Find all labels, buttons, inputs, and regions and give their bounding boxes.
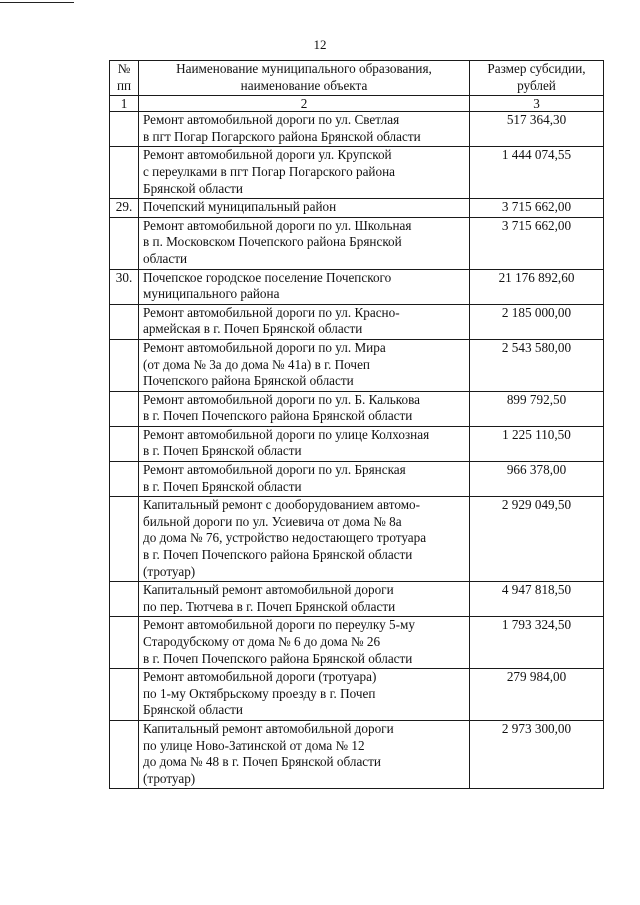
index-cell-3: 3 <box>470 96 604 112</box>
row-subsidy-amount: 4 947 818,50 <box>470 582 604 617</box>
row-subsidy-amount: 1 444 074,55 <box>470 147 604 199</box>
table-row <box>110 669 604 721</box>
row-object-name: Ремонт автомобильной дороги ул. Крупской с переулками в пгт Погар Погарского района Брянской области <box>139 147 470 199</box>
row-subsidy-amount: 2 929 049,50 <box>470 497 604 582</box>
table-row <box>110 304 604 339</box>
row-number <box>110 426 139 461</box>
table-row <box>110 426 604 461</box>
row-number: 30. <box>110 269 139 304</box>
row-subsidy-amount: 279 984,00 <box>470 669 604 721</box>
row-number <box>110 462 139 497</box>
row-object-name: Капитальный ремонт автомобильной дороги по пер. Тютчева в г. Почеп Брянской области <box>139 582 470 617</box>
row-number <box>110 339 139 391</box>
row-subsidy-amount: 1 225 110,50 <box>470 426 604 461</box>
table-row <box>110 462 604 497</box>
header-num: № пп <box>110 61 139 96</box>
row-subsidy-amount: 966 378,00 <box>470 462 604 497</box>
row-object-name: Почепское городское поселение Почепского муниципального района <box>139 269 470 304</box>
table-row <box>110 720 604 788</box>
row-object-name: Ремонт автомобильной дороги по ул. Брянская в г. Почеп Брянской области <box>139 462 470 497</box>
row-object-name: Капитальный ремонт с дооборудованием автомо- бильной дороги по ул. Усиевича от дома № 8а до дома № 76, устройство недостающего тротуара в г. Почеп Почепского района Брянской области (тротуар) <box>139 497 470 582</box>
table-row <box>110 617 604 669</box>
row-number <box>110 217 139 269</box>
row-object-name: Ремонт автомобильной дороги по ул. Б. Калькова в г. Почеп Почепского района Брянской области <box>139 391 470 426</box>
row-subsidy-amount: 3 715 662,00 <box>470 217 604 269</box>
row-object-name: Капитальный ремонт автомобильной дороги по улице Ново-Затинской от дома № 12 до дома № 48 в г. Почеп Брянской области (тротуар) <box>139 720 470 788</box>
table-row <box>110 391 604 426</box>
table-row <box>110 112 604 147</box>
index-cell-2: 2 <box>139 96 470 112</box>
row-subsidy-amount: 21 176 892,60 <box>470 269 604 304</box>
row-number <box>110 720 139 788</box>
row-number <box>110 147 139 199</box>
table-row <box>110 199 604 218</box>
row-object-name: Ремонт автомобильной дороги по улице Колхозная в г. Почеп Брянской области <box>139 426 470 461</box>
row-number <box>110 669 139 721</box>
header-sum: Размер субсидии, рублей <box>470 61 604 96</box>
row-object-name: Ремонт автомобильной дороги по ул. Красно- армейская в г. Почеп Брянской области <box>139 304 470 339</box>
row-number <box>110 391 139 426</box>
top-rule <box>0 2 74 3</box>
row-subsidy-amount: 2 973 300,00 <box>470 720 604 788</box>
row-subsidy-amount: 2 185 000,00 <box>470 304 604 339</box>
row-object-name: Ремонт автомобильной дороги по ул. Школьная в п. Московском Почепского района Брянской области <box>139 217 470 269</box>
table-row <box>110 147 604 199</box>
row-subsidy-amount: 3 715 662,00 <box>470 199 604 218</box>
table-row <box>110 497 604 582</box>
subsidy-table <box>109 60 604 789</box>
row-object-name: Почепский муниципальный район <box>139 199 470 218</box>
row-number <box>110 617 139 669</box>
row-number <box>110 304 139 339</box>
index-cell-1: 1 <box>110 96 139 112</box>
row-object-name: Ремонт автомобильной дороги (тротуара) по 1-му Октябрьскому проезду в г. Почеп Брянской области <box>139 669 470 721</box>
row-subsidy-amount: 899 792,50 <box>470 391 604 426</box>
header-name: Наименование муниципального образования, наименование объекта <box>139 61 470 96</box>
row-subsidy-amount: 1 793 324,50 <box>470 617 604 669</box>
row-subsidy-amount: 2 543 580,00 <box>470 339 604 391</box>
table-row <box>110 217 604 269</box>
row-number <box>110 112 139 147</box>
row-number: 29. <box>110 199 139 218</box>
row-subsidy-amount: 517 364,30 <box>470 112 604 147</box>
row-object-name: Ремонт автомобильной дороги по переулку 5-му Стародубскому от дома № 6 до дома № 26 в г. Почеп Почепского района Брянской области <box>139 617 470 669</box>
table-body <box>110 96 604 789</box>
page-number: 12 <box>313 37 327 52</box>
table-row <box>110 269 604 304</box>
row-object-name: Ремонт автомобильной дороги по ул. Мира (от дома № 3а до дома № 41а) в г. Почеп Почепского района Брянской области <box>139 339 470 391</box>
row-number <box>110 497 139 582</box>
row-object-name: Ремонт автомобильной дороги по ул. Светлая в пгт Погар Погарского района Брянской области <box>139 112 470 147</box>
row-number <box>110 582 139 617</box>
column-index-row <box>110 96 604 112</box>
header-row <box>110 61 604 96</box>
table-header <box>110 61 604 96</box>
table-row <box>110 339 604 391</box>
table-row <box>110 582 604 617</box>
